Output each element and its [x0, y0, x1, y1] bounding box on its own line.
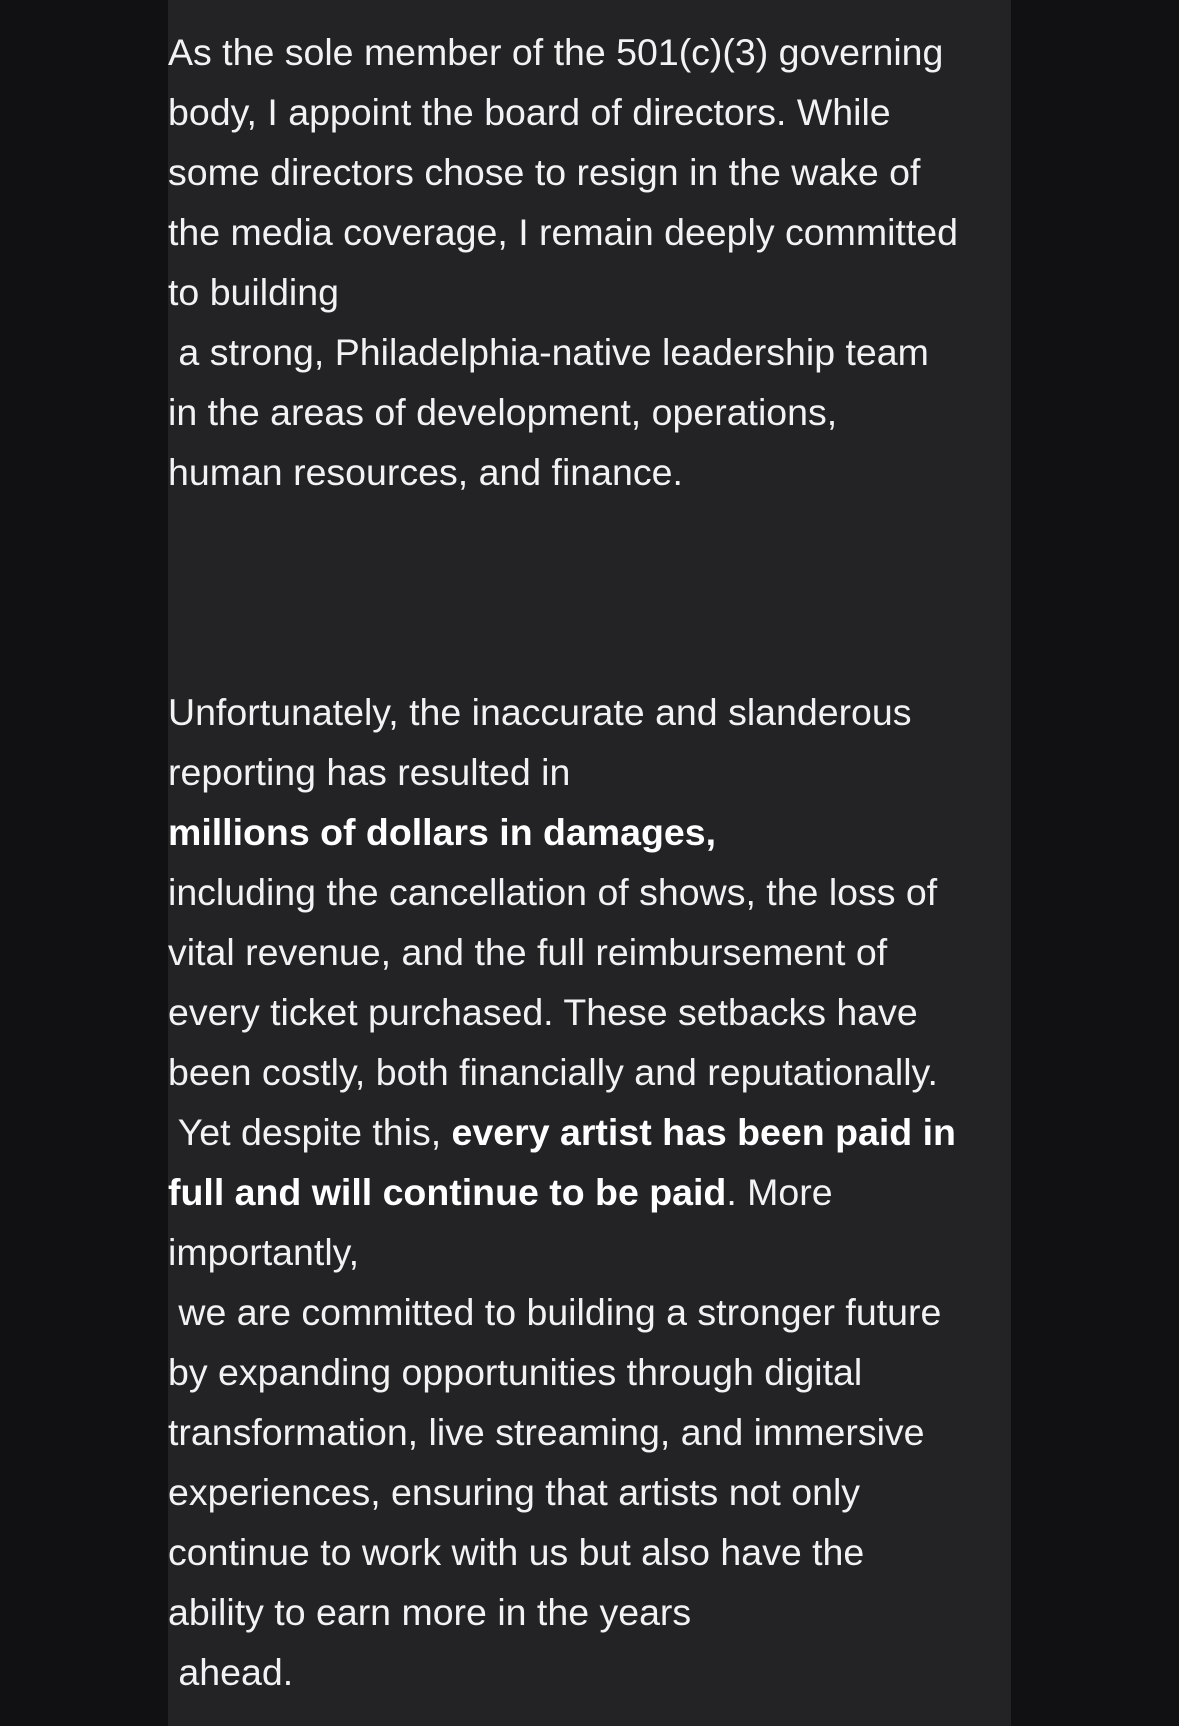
paragraph-line: we are committed to building a stronger future	[168, 1291, 942, 1333]
paragraph-line: continue to work with us but also have the	[168, 1531, 865, 1573]
paragraph-line: vital revenue, and the full reimbursement of	[168, 931, 888, 973]
paragraph-line: importantly,	[168, 1231, 360, 1273]
paragraph-line: to building	[168, 271, 339, 313]
line-text: Yet despite this,	[168, 1111, 452, 1153]
paragraph-line: some directors chose to resign in the wake of	[168, 151, 921, 193]
paragraph-line: ahead.	[168, 1651, 294, 1693]
paragraph-damages	[168, 682, 1011, 1702]
emphasis-damages: millions of dollars in damages,	[168, 811, 717, 853]
paragraph-line: experiences, ensuring that artists not only	[168, 1471, 861, 1513]
paragraph-line: human resources, and finance.	[168, 451, 683, 493]
line-text: . More	[726, 1171, 833, 1213]
paragraph-line: every ticket purchased. These setbacks have	[168, 991, 918, 1033]
paragraph-line: a strong, Philadelphia-native leadership team	[168, 331, 929, 373]
paragraph-line: been costly, both financially and reputationally.	[168, 1051, 938, 1093]
paragraph-line: by expanding opportunities through digital	[168, 1351, 863, 1393]
emphasis-artists-paid: every artist has been paid in	[451, 1111, 956, 1153]
paragraph-line: ability to earn more in the years	[168, 1591, 692, 1633]
paragraph-line: Unfortunately, the inaccurate and slanderous	[168, 691, 912, 733]
paragraph-line	[168, 1162, 1011, 1222]
emphasis-continue-paid: full and will continue to be paid	[168, 1171, 727, 1213]
paragraph-board-of-directors	[168, 22, 1011, 502]
paragraph-line	[168, 1102, 1011, 1162]
paragraph-line: transformation, live streaming, and immersive	[168, 1411, 925, 1453]
paragraph-line: As the sole member of the 501(c)(3) governing	[168, 31, 944, 73]
paragraph-line: the media coverage, I remain deeply committed	[168, 211, 958, 253]
paragraph-line	[168, 802, 1011, 862]
paragraph-line: including the cancellation of shows, the loss of	[168, 871, 938, 913]
paragraph-line: body, I appoint the board of directors. While	[168, 91, 891, 133]
paragraph-line: in the areas of development, operations,	[168, 391, 838, 433]
paragraph-line: reporting has resulted in	[168, 751, 571, 793]
